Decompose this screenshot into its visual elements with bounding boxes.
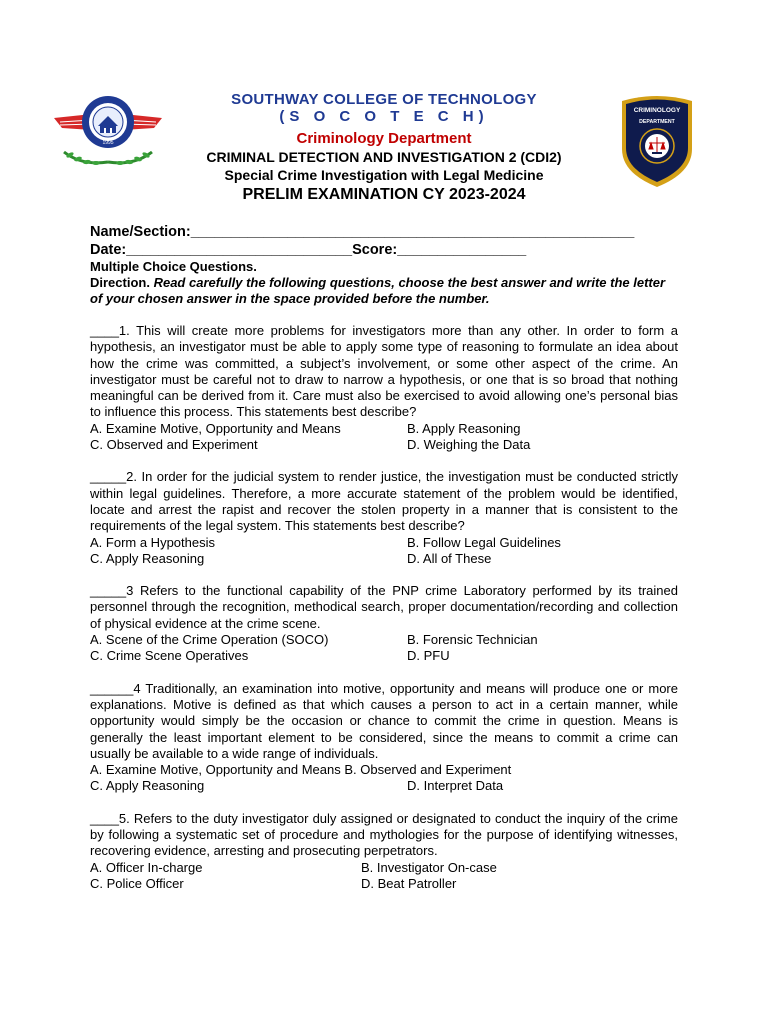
direction-label: Direction. — [90, 275, 150, 290]
choice-b: B. Observed and Experiment — [344, 762, 512, 778]
choice-d: D. PFU — [407, 648, 450, 664]
choice-b: B. Forensic Technician — [407, 632, 538, 648]
choice-d: D. Interpret Data — [407, 778, 504, 794]
date-label: Date: — [90, 242, 127, 258]
exam-body — [90, 223, 678, 892]
choice-a: A. Scene of the Crime Operation (SOCO) — [90, 632, 329, 648]
badge-subtitle: DEPARTMENT — [639, 119, 675, 125]
name-section-label: Name/Section: — [90, 224, 191, 240]
choice-d: D. Beat Patroller — [361, 875, 457, 891]
department-name: Criminology Department — [296, 130, 472, 147]
name-section-row — [90, 223, 678, 241]
name-section-blank[interactable]: _______________________________________________________ — [190, 224, 635, 240]
choice-a: A. Officer In-charge — [90, 859, 203, 875]
question-text: ______4 Traditionally, an examination into motive, opportunity and means will produce one or more explanations. Motive is defined as that which causes a person to act in a certain manner, while opportunity would simply be the occasion or chance to commit the crime in question. Means is generally the least important element to be considered, since the means to commit a crime can usually be available to a wide range of individuals. — [90, 680, 678, 761]
question-text: ____1. This will create more problems for investigators more than any other. In order to form a hypothesis, an investigator must be able to apply some type of reasoning to formulate an idea about how the crime was committed, a subject’s involvement, or some other aspect of the crime. An investigator must be careful not to draw to narrow a hypothesis, or one that is so broad that nothing meaningful can be derived from it. Care must also be exercised to avoid allowing one’s personal bias to influence this process. This statements best describe? — [90, 323, 678, 420]
logo-year: 1995 — [102, 140, 114, 146]
school-short-name: (S O C O T E C H) — [279, 108, 489, 125]
course-subtitle: Special Crime Investigation with Legal Medicine — [224, 167, 544, 183]
question-3 — [90, 583, 678, 664]
question-5 — [90, 811, 678, 892]
direction-paragraph — [90, 275, 678, 307]
question-text: ____5. Refers to the duty investigator duly assigned or designated to conduct the inquiry of the crime by following a systematic set of procedure and mythologies for the purpose of identifying witnesses, recovering evidence, arresting and prosecuting perpetrators. — [90, 810, 678, 859]
choice-c: C. Crime Scene Operatives — [90, 648, 249, 664]
choices — [90, 632, 678, 665]
choice-c: C. Police Officer — [90, 875, 184, 891]
score-label: Score: — [352, 242, 398, 258]
choices — [90, 421, 678, 454]
choices-row-2 — [90, 778, 678, 794]
section-title: Multiple Choice Questions. — [90, 259, 257, 274]
badge-title: CRIMINOLOGY — [633, 107, 681, 114]
score-blank[interactable]: ________________ — [397, 242, 527, 258]
school-logo — [52, 92, 164, 172]
question-4 — [90, 681, 678, 795]
choice-c: C. Observed and Experiment — [90, 437, 258, 453]
choices-row-1 — [90, 762, 678, 778]
choice-a: A. Examine Motive, Opportunity and Means — [90, 420, 341, 436]
choices — [90, 535, 678, 568]
date-blank[interactable]: ____________________________ — [126, 242, 353, 258]
choice-b: B. Follow Legal Guidelines — [407, 534, 561, 550]
choice-b: B. Apply Reasoning — [407, 420, 521, 436]
question-text: _____3 Refers to the functional capability of the PNP crime Laboratory performed by its trained personnel through the recognition, methodical search, proper documentation/recording and collection of physical evidence at the crime scene. — [90, 583, 678, 631]
choice-b: B. Investigator On-case — [361, 859, 497, 875]
choice-c: C. Apply Reasoning — [90, 550, 205, 566]
choice-d: D. Weighing the Data — [407, 437, 531, 453]
choice-a: A. Examine Motive, Opportunity and Means — [90, 762, 341, 778]
choice-c: C. Apply Reasoning — [90, 778, 205, 794]
direction-text: Read carefully the following questions, choose the best answer and write the letter of your chosen answer in the space provided before the number. — [90, 275, 666, 306]
criminology-badge — [618, 93, 696, 189]
date-score-row — [90, 241, 678, 259]
choice-a: A. Form a Hypothesis — [90, 534, 215, 550]
choices — [90, 860, 678, 893]
school-name: SOUTHWAY COLLEGE OF TECHNOLOGY — [231, 91, 537, 108]
exam-title: PRELIM EXAMINATION CY 2023-2024 — [242, 186, 526, 203]
course-title: CRIMINAL DETECTION AND INVESTIGATION 2 (CDI2) — [206, 149, 562, 165]
question-2 — [90, 469, 678, 567]
question-1 — [90, 323, 678, 453]
choice-d: D. All of These — [407, 550, 492, 566]
exam-header — [160, 92, 608, 206]
question-text: _____2. In order for the judicial system to render justice, the investigation must be conducted strictly within legal guidelines. Therefore, a more accurate statement of the problem would be identified, locate and arrest the rapist and recover the stolen property in a manner that is consistent to the requirements of the legal system. This statements best describe? — [90, 469, 678, 534]
